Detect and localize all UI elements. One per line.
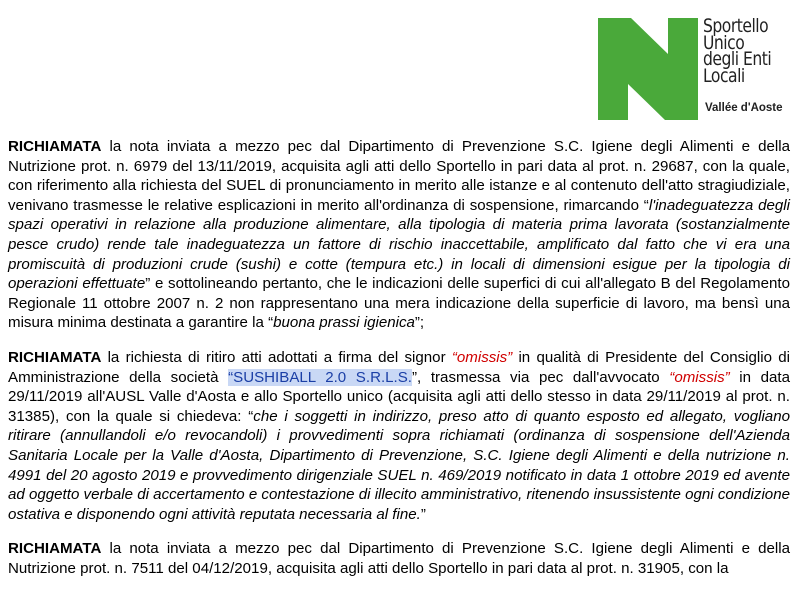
keyword: RICHIAMATA bbox=[8, 348, 102, 366]
text: ”, trasmessa via pec dall'avvocato bbox=[412, 368, 670, 386]
omissis-placeholder: “omissis” bbox=[451, 348, 513, 366]
text: ” bbox=[420, 505, 426, 523]
logo-line-2: Unico bbox=[703, 31, 745, 54]
omissis-placeholder: “omissis” bbox=[669, 368, 730, 386]
text: ”; bbox=[414, 314, 425, 332]
logo-line-1: Sportello bbox=[703, 15, 769, 37]
text: la richiesta di ritiro atti adottati a firma del signor bbox=[101, 348, 452, 366]
text: la nota inviata a mezzo pec dal Dipartimento di Prevenzione S.C. Igiene degli Alimenti e della Nutrizione prot. n. 6979 del 13/11/2019, acquisita agli atti dello Sportello in pari data al prot. n. 29687, con la quale, con riferimento alla richiesta del SUEL di pronunciamento in merito alle istanze e al contenuto dell'atto stragiudiziale, venivano trasmesse le relative esplicazioni in merito all'ordinanza di sospensione, rimarcando “ bbox=[8, 138, 790, 214]
paragraph-3 bbox=[8, 539, 790, 578]
logo-line-4: Locali bbox=[703, 64, 745, 87]
logo-line-3: degli Enti bbox=[703, 48, 772, 70]
text: la nota inviata a mezzo pec dal Dipartimento di Prevenzione S.C. Igiene degli Alimenti e della Nutrizione prot. n. 7511 del 04/12/2019, acquisita agli atti dello Sportello in pari data al prot. n. 31905, con la bbox=[8, 540, 790, 577]
quote: buona prassi igienica bbox=[273, 314, 415, 332]
logo-mark-icon bbox=[598, 18, 698, 120]
keyword: RICHIAMATA bbox=[8, 540, 102, 558]
paragraph-1 bbox=[8, 137, 790, 333]
document-body bbox=[8, 137, 790, 593]
text: in data 29/11/2019 all'AUSL Valle d'Aosta e allo Sportello unico (acquisita agli atti dello stesso in data 29/11/2019 al prot. n. 31385), con la quale si chiedeva: “ bbox=[8, 368, 791, 425]
text: ” e sottolineando pertanto, che le indicazioni delle superfici di cui all'allegato B del Regolamento Regionale 11 ottobre 2007 n. 2 non rappresentano una mera indicazione della superficie di lavoro, ma bensì una misura minima destinata a garantire la “ bbox=[8, 275, 790, 332]
paragraph-2 bbox=[8, 348, 790, 524]
quote: che i soggetti in indirizzo, preso atto di quanto esposto ed allegato, vogliano ritirare (annullandoli e/o revocandoli) i provvedimenti sopra richiamati (ordinanza di sospensione dell'Azienda Sanitaria Locale per la Valle d'Aosta, Dipartimento di Prevenzione, S.C. Igiene degli Alimenti e della nutrizione n. 4991 del 20 agosto 2019 e provvedimento dirigenziale SUEL n. 469/2019 notificato in data 1 ottobre 2019 ed avente ad oggetto verbale di accertamento e contestazione di illecito amministrativo, ritenendo insussistente ogni condizione ostativa e disponendo ogni attività reputata necessaria al fine. bbox=[8, 407, 790, 523]
logo-wordmark bbox=[703, 15, 772, 87]
logo-subtitle: Vallée d'Aoste bbox=[705, 102, 783, 114]
quote: l'inadeguatezza degli spazi operativi in relazione alla produzione alimentare, alla tipologia di materia prima lavorata (sostanzialmente pesce crudo) rende tale inadeguatezza un fattore di rischio inaccettabile, amplificato dal fatto che vi era una promiscuità di produzioni crude (sushi) e cotte (tempura etc.) in locali di dimensioni esigue per la tipologia di operazioni effettuate bbox=[8, 196, 790, 293]
text: in qualità di Presidente del Consiglio di Amministrazione della società bbox=[8, 348, 790, 386]
keyword: RICHIAMATA bbox=[8, 138, 102, 155]
company-name-highlight[interactable]: “SUSHIBALL 2.0 S.R.L.S. bbox=[228, 368, 413, 386]
suel-logo bbox=[598, 15, 793, 120]
